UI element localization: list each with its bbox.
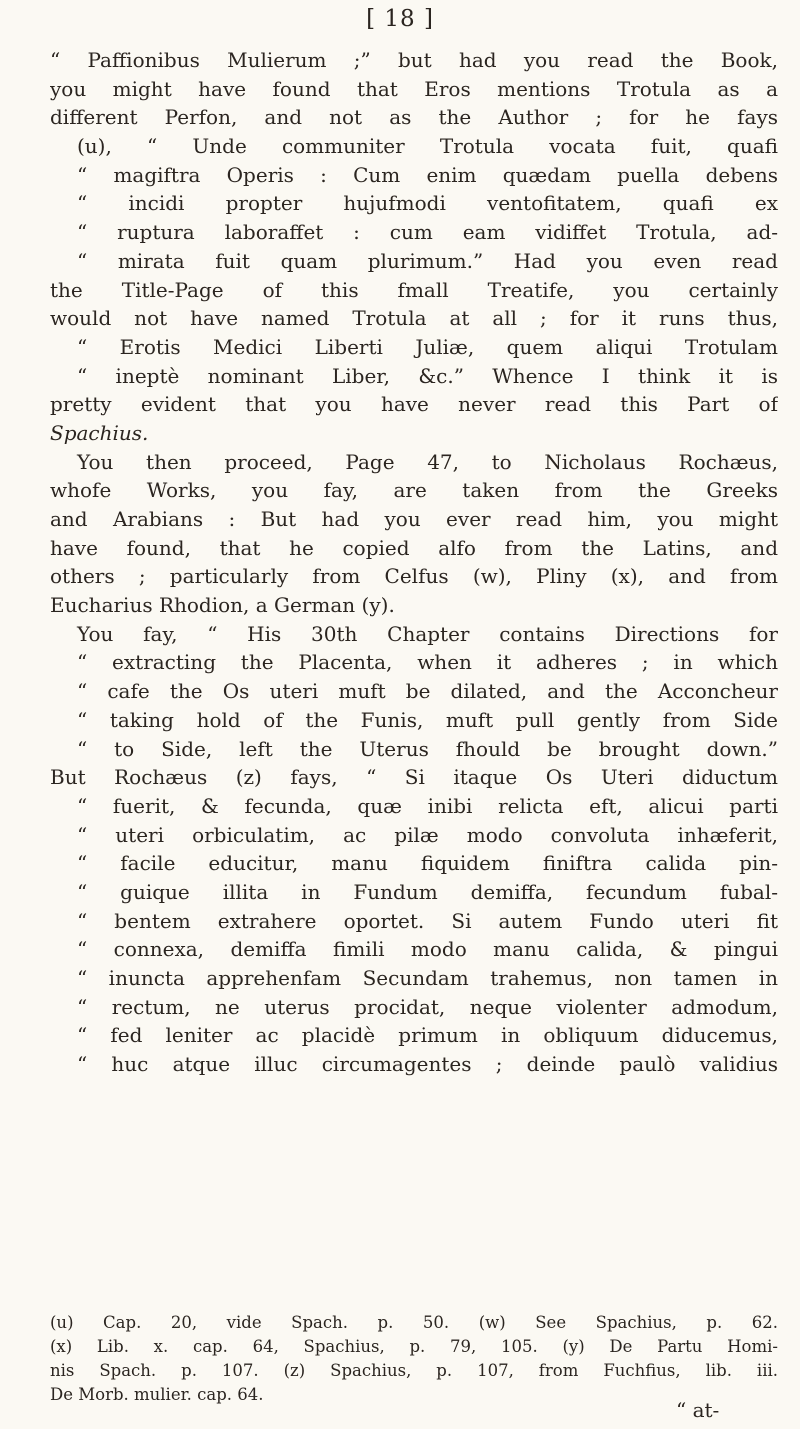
catchword: “ at- <box>676 1398 720 1422</box>
text-line: You fay, “ His 30th Chapter contains Directions for <box>77 621 778 646</box>
text-line: “ Paffionibus Mulierum ;” but had you read the Book, <box>50 48 778 72</box>
text-line: “ fuerit, & fecunda, quæ inibi relicta eft, alicui parti <box>77 793 778 818</box>
text-line: “ facile educitur, manu fiquidem finiftra calida pin- <box>77 851 778 876</box>
text-line: pretty evident that you have never read this Part of <box>50 392 778 417</box>
text-line: Eucharius Rhodion, a German (y). <box>50 593 395 618</box>
footnote-line: (u) Cap. 20, vide Spach. p. 50. (w) See Spachius, p. 62. <box>50 1313 778 1332</box>
text-line: “ bentem extrahere oportet. Si autem Fundo uteri fit <box>77 908 778 933</box>
footnote-line: De Morb. mulier. cap. 64. <box>50 1385 264 1404</box>
text-line: others ; particularly from Celfus (w), Pliny (x), and from <box>50 564 778 589</box>
text-line: (u), “ Unde communiter Trotula vocata fuit, quafi <box>77 134 778 159</box>
text-line: “ magiftra Operis : Cum enim quædam puella debens <box>77 162 778 187</box>
footnote-line: (x) Lib. x. cap. 64, Spachius, p. 79, 105. (y) De Partu Homi- <box>50 1337 778 1356</box>
text-line: “ connexa, demiffa fimili modo manu calida, & pingui <box>77 937 778 962</box>
text-line: you might have found that Eros mentions Trotula as a <box>50 76 778 101</box>
text-line: “ fed leniter ac placidè primum in obliquum diducemus, <box>77 1023 778 1048</box>
text-line: whofe Works, you fay, are taken from the Greeks <box>50 478 778 503</box>
text-line: “ cafe the Os uteri muft be dilated, and the Acconcheur <box>77 679 778 704</box>
text-line: You then proceed, Page 47, to Nicholaus Rochæus, <box>77 449 778 474</box>
text-line: “ mirata fuit quam plurimum.” Had you even read <box>77 248 778 273</box>
text-line: “ incidi propter hujufmodi ventofitatem, quafi ex <box>77 191 778 216</box>
text-line: “ Erotis Medici Liberti Juliæ, quem aliqui Trotulam <box>77 334 778 359</box>
text-line: the Title-Page of this fmall Treatife, you certainly <box>50 277 778 302</box>
text-line: Spachius. <box>50 420 149 445</box>
main-text <box>50 46 778 1079</box>
footnotes <box>50 1311 778 1407</box>
text-line: “ ruptura laboraffet : cum eam vidiffet Trotula, ad- <box>77 220 778 245</box>
text-line: But Rochæus (z) fays, “ Si itaque Os Uteri diductum <box>50 765 778 790</box>
text-line: “ uteri orbiculatim, ac pilæ modo convoluta inhæferit, <box>77 822 778 847</box>
text-line: “ to Side, left the Uterus fhould be brought down.” <box>77 736 778 761</box>
text-line: “ guique illita in Fundum demiffa, fecundum fubal- <box>77 879 778 904</box>
text-line: have found, that he copied alfo from the Latins, and <box>50 535 778 560</box>
text-line: would not have named Trotula at all ; for it runs thus, <box>50 306 778 331</box>
text-line: “ rectum, ne uterus procidat, neque violenter admodum, <box>77 994 778 1019</box>
text-line: “ inuncta apprehenfam Secundam trahemus, non tamen in <box>77 966 778 990</box>
text-line: “ huc atque illuc circumagentes ; deinde paulò validius <box>77 1052 778 1077</box>
text-line: different Perfon, and not as the Author ; for he fays <box>50 105 778 130</box>
text-line: “ ineptè nominant Liber, &c.” Whence I think it is <box>77 363 778 388</box>
text-line: “ extracting the Placenta, when it adheres ; in which <box>77 650 778 675</box>
text-line: and Arabians : But had you ever read him, you might <box>50 507 778 531</box>
text-line: “ taking hold of the Funis, muft pull gently from Side <box>77 707 778 732</box>
page-number: [ 18 ] <box>366 6 434 32</box>
footnote-line: nis Spach. p. 107. (z) Spachius, p. 107, from Fuchfius, lib. iii. <box>50 1361 778 1380</box>
